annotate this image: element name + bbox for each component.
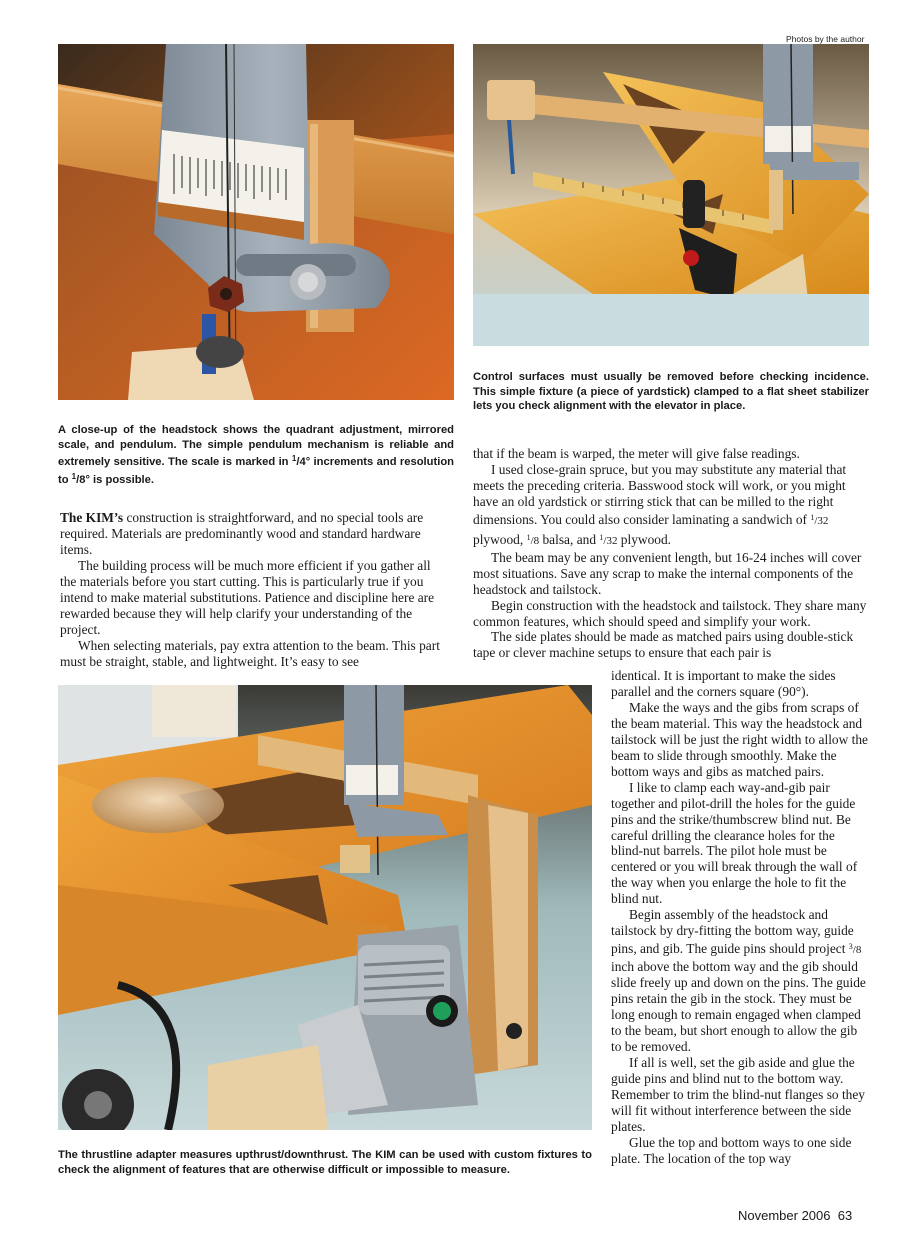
col2-paragraph-3: The beam may be any convenient length, but 16-24 inches will cover most situations. Save any scrap to make the internal components of the headstock and tailstock. — [473, 549, 862, 597]
folio-issue: November 2006 — [738, 1208, 831, 1223]
caption-frac2-num: 1 — [71, 471, 77, 481]
col2-paragraph-2 — [473, 462, 869, 550]
col2-p2b: plywood, — [473, 531, 527, 547]
col3-paragraph-2: Make the ways and the gibs from scraps of the beam material. This way the headstock and tailstock will be just the right width to allow the beam to slide through smoothly. Make the bottom ways and gibs as matched pairs. — [611, 699, 868, 779]
caption-frac1-num: 1 — [291, 454, 297, 464]
col2-p2d: plywood. — [617, 531, 672, 547]
col2-frac2-num: 1 — [526, 532, 531, 542]
col3-paragraph-5: If all is well, set the gib aside and glue the guide pins and blind nut to the bottom way. Remember to trim the blind-nut flanges so they will fit without interference between the side plates. — [611, 1054, 865, 1134]
folio-page-number: 63 — [837, 1208, 853, 1223]
col2-frac3-den: /32 — [603, 534, 618, 547]
col2-paragraph-4: Begin construction with the headstock and tailstock. They share many common features, which should speed and simplify your work. — [473, 597, 867, 629]
col1-paragraph-2: The building process will be much more efficient if you gather all the materials before you start cutting. This is particularly true if you intend to make material substitutions. Patience and discipline here are rewarded because they will help clarify your understanding of the project. — [60, 557, 435, 637]
col1-lead: The KIM’s — [60, 510, 124, 525]
col3-paragraph-4 — [611, 907, 869, 1055]
body-column-2 — [473, 446, 869, 661]
body-column-1 — [60, 510, 448, 670]
col1-paragraph-1 — [60, 510, 448, 558]
caption-frac2-den: /8 — [76, 473, 86, 486]
headstock-closeup-image — [58, 44, 454, 400]
col3-paragraph-1: identical. It is important to make the sides parallel and the corners square (90°). — [611, 668, 836, 699]
col2-paragraph-1: that if the beam is warped, the meter will give false readings. — [473, 446, 800, 461]
caption-stabilizer: Control surfaces must usually be removed before checking incidence. This simple fixture (a piece of yardstick) clamped to a flat sheet stabilizer lets you check alignment with the elevator in place. — [473, 371, 869, 413]
page-folio — [738, 1208, 852, 1223]
caption-headstock — [58, 423, 454, 487]
col2-p2a: I used close-grain spruce, but you may substitute any material that meets the preceding criteria. Basswood stock will work, or you might have an old yardstick or stirring stick that can be milled to the right dimensions. You could also consider laminating a sandwich of — [473, 461, 847, 527]
col3-p4a: Begin assembly of the headstock and tailstock by dry-fitting the bottom way, guide pins, and gib. The guide pins should project — [611, 907, 854, 957]
col1-p1-text: construction is straightforward, and no special tools are required. Materials are predominantly wood and standard hardware items. — [60, 510, 424, 557]
photo-headstock-closeup — [58, 44, 454, 400]
col2-paragraph-5: The side plates should be made as matched pairs using double-stick tape or clever machine setups to ensure that each pair is — [473, 629, 854, 661]
col2-frac1-num: 1 — [810, 512, 815, 522]
photo-thrustline-adapter — [58, 685, 592, 1130]
col2-p2c: balsa, and — [539, 531, 600, 547]
col1-paragraph-3: When selecting materials, pay extra attention to the beam. This part must be straight, stable, and lightweight. It’s easy to see — [60, 637, 440, 669]
col2-frac1-den: /32 — [814, 514, 829, 527]
body-column-3 — [611, 668, 869, 1167]
caption-frac1-den: /4 — [296, 456, 306, 469]
col3-frac-num: 3 — [848, 942, 853, 952]
stabilizer-fixture-image — [473, 44, 869, 346]
caption-headstock-c: ° is possible. — [85, 473, 154, 486]
col3-paragraph-3: I like to clamp each way-and-gib pair together and pilot-drill the holes for the guide pins and the strike/thumbscrew blind nut. Be careful drilling the clearance holes for the blind-nut barrels. The pilot hole must be centered or you will break through the wall of the way when you enlarge the hole to fit the blind nut. — [611, 779, 858, 907]
col2-frac2-den: /8 — [530, 534, 540, 547]
photo-stabilizer-fixture — [473, 44, 869, 346]
col2-frac3-num: 1 — [599, 532, 604, 542]
col3-paragraph-6: Glue the top and bottom ways to one side plate. The location of the top way — [611, 1134, 852, 1166]
caption-headstock-b: ° increments and resolution to — [58, 456, 454, 486]
col3-p4b: inch above the bottom way and the gib should slide freely up and down on the pins. The guide pins retain the gib in the stock. They must be long enough to remain engaged when clamped to the beam, but short enough to allow the gib to be removed. — [611, 959, 866, 1054]
col3-frac-den: /8 — [852, 944, 862, 957]
caption-headstock-a: A close-up of the headstock shows the quadrant adjustment, mirrored scale, and pendulum. The simple pendulum mechanism is reliable and extremely sensitive. The scale is marked in — [58, 424, 454, 469]
thrustline-adapter-image — [58, 685, 592, 1130]
caption-thrustline: The thrustline adapter measures upthrust/downthrust. The KIM can be used with custom fixtures to check the alignment of features that are otherwise difficult or impossible to measure. — [58, 1149, 592, 1176]
photo-credit: Photos by the author — [786, 34, 865, 44]
